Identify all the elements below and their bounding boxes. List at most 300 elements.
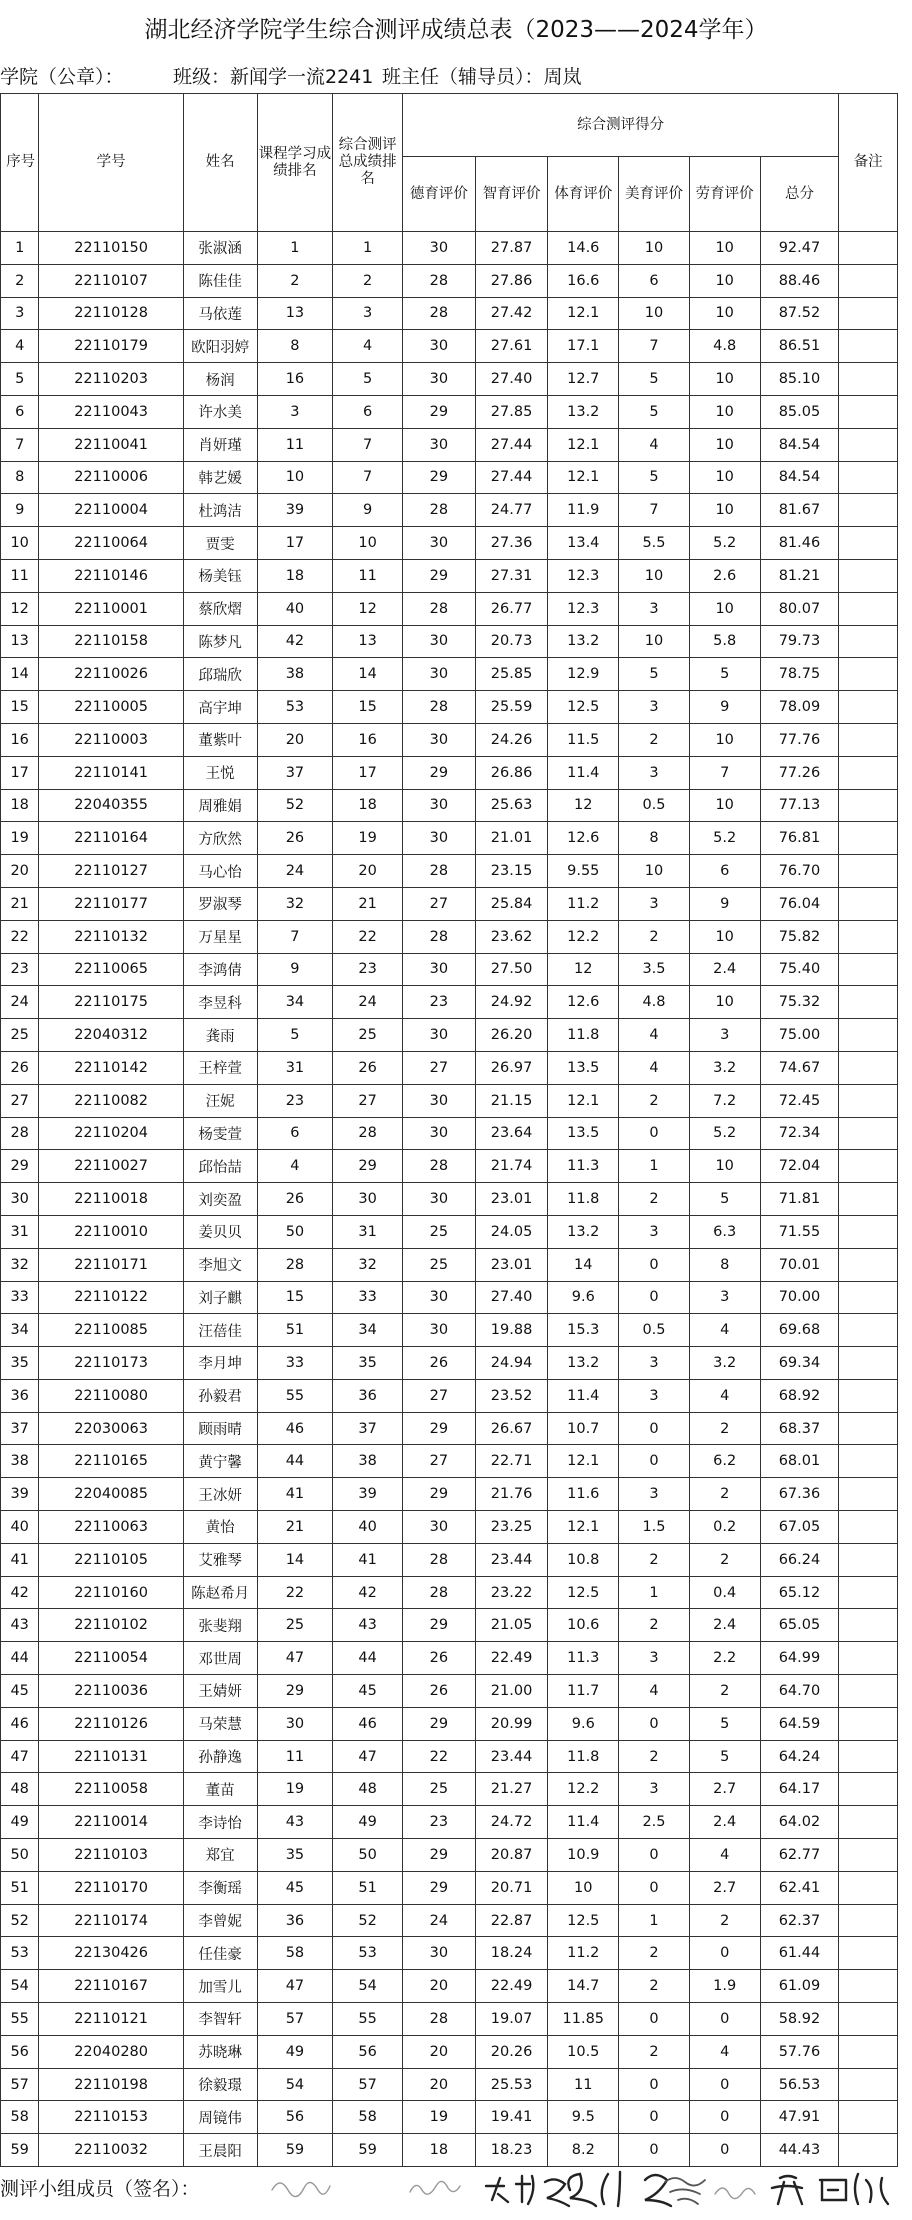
cell-moral: 30 [402,363,475,396]
cell-total: 64.70 [760,1675,839,1708]
cell-course-rank: 59 [257,2134,333,2167]
cell-student-id: 22110102 [39,1609,183,1642]
cell-name: 李衡瑶 [183,1871,257,1904]
cell-course-rank: 58 [257,1937,333,1970]
cell-intellectual: 20.71 [475,1871,548,1904]
cell-labor: 9 [689,887,760,920]
table-row [1,756,898,789]
cell-name: 方欣然 [183,822,257,855]
cell-intellectual: 21.74 [475,1150,548,1183]
cell-moral: 30 [402,1937,475,1970]
cell-remark [839,1675,898,1708]
cell-aesthetic: 2 [619,2035,690,2068]
cell-aesthetic: 2.5 [619,1806,690,1839]
cell-seq: 3 [1,297,39,330]
cell-seq: 31 [1,1215,39,1248]
cell-name: 刘子麒 [183,1281,257,1314]
cell-total: 76.04 [760,887,839,920]
cell-seq: 23 [1,953,39,986]
cell-intellectual: 23.01 [475,1183,548,1216]
cell-intellectual: 27.50 [475,953,548,986]
cell-course-rank: 7 [257,920,333,953]
table-row [1,1084,898,1117]
cell-total: 67.36 [760,1478,839,1511]
cell-aesthetic: 3 [619,1215,690,1248]
table-row [1,363,898,396]
cell-course-rank: 9 [257,953,333,986]
cell-name: 董紫叶 [183,723,257,756]
cell-intellectual: 24.26 [475,723,548,756]
cell-physical: 15.3 [548,1314,619,1347]
cell-total-rank: 22 [333,920,403,953]
cell-total: 65.12 [760,1576,839,1609]
cell-total: 68.37 [760,1412,839,1445]
cell-total-rank: 39 [333,1478,403,1511]
cell-labor: 5.8 [689,625,760,658]
cell-name: 马荣慧 [183,1707,257,1740]
cell-course-rank: 17 [257,527,333,560]
cell-total: 64.24 [760,1740,839,1773]
cell-seq: 14 [1,658,39,691]
cell-moral: 28 [402,494,475,527]
cell-aesthetic: 2 [619,920,690,953]
table-row [1,330,898,363]
table-row [1,1937,898,1970]
cell-course-rank: 45 [257,1871,333,1904]
cell-labor: 0.2 [689,1511,760,1544]
cell-labor: 0 [689,1937,760,1970]
cell-aesthetic: 7 [619,330,690,363]
cell-course-rank: 55 [257,1379,333,1412]
table-row [1,264,898,297]
cell-aesthetic: 0.5 [619,1314,690,1347]
cell-intellectual: 19.88 [475,1314,548,1347]
cell-total: 76.70 [760,855,839,888]
cell-physical: 12.1 [548,428,619,461]
cell-total-rank: 56 [333,2035,403,2068]
cell-aesthetic: 1.5 [619,1511,690,1544]
cell-student-id: 22110165 [39,1445,183,1478]
cell-course-rank: 44 [257,1445,333,1478]
cell-moral: 30 [402,1511,475,1544]
cell-aesthetic: 2 [619,1609,690,1642]
cell-total: 80.07 [760,592,839,625]
cell-moral: 27 [402,1445,475,1478]
cell-seq: 58 [1,2101,39,2134]
cell-course-rank: 49 [257,2035,333,2068]
cell-course-rank: 11 [257,428,333,461]
table-row [1,461,898,494]
cell-course-rank: 33 [257,1347,333,1380]
cell-remark [839,1740,898,1773]
cell-seq: 11 [1,559,39,592]
cell-seq: 2 [1,264,39,297]
cell-total-rank: 6 [333,395,403,428]
cell-aesthetic: 2 [619,1084,690,1117]
cell-physical: 13.4 [548,527,619,560]
header-total: 总分 [760,157,839,232]
table-row [1,1150,898,1183]
cell-total-rank: 33 [333,1281,403,1314]
cell-student-id: 22110105 [39,1543,183,1576]
cell-remark [839,297,898,330]
cell-total: 71.81 [760,1183,839,1216]
cell-total-rank: 55 [333,2003,403,2036]
cell-total-rank: 25 [333,1019,403,1052]
cell-aesthetic: 3 [619,592,690,625]
cell-remark [839,428,898,461]
cell-aesthetic: 2 [619,1740,690,1773]
cell-labor: 2.4 [689,1609,760,1642]
header-intellectual: 智育评价 [475,157,548,232]
cell-total-rank: 5 [333,363,403,396]
cell-total: 69.68 [760,1314,839,1347]
cell-intellectual: 21.00 [475,1675,548,1708]
cell-intellectual: 25.85 [475,658,548,691]
cell-course-rank: 28 [257,1248,333,1281]
cell-course-rank: 15 [257,1281,333,1314]
cell-seq: 28 [1,1117,39,1150]
cell-moral: 29 [402,395,475,428]
cell-intellectual: 27.44 [475,461,548,494]
cell-moral: 27 [402,1051,475,1084]
cell-aesthetic: 5 [619,461,690,494]
cell-name: 龚雨 [183,1019,257,1052]
cell-remark [839,953,898,986]
cell-student-id: 22110122 [39,1281,183,1314]
cell-labor: 0 [689,2134,760,2167]
cell-seq: 40 [1,1511,39,1544]
cell-remark [839,1183,898,1216]
header-course-rank: 课程学习成绩排名 [257,94,333,232]
cell-total: 88.46 [760,264,839,297]
cell-remark [839,2068,898,2101]
cell-labor: 5 [689,1707,760,1740]
cell-remark [839,494,898,527]
cell-labor: 2.2 [689,1642,760,1675]
cell-student-id: 22040280 [39,2035,183,2068]
cell-name: 李旭文 [183,1248,257,1281]
cell-name: 陈赵希月 [183,1576,257,1609]
cell-name: 艾雅琴 [183,1543,257,1576]
cell-remark [839,855,898,888]
cell-labor: 10 [689,232,760,265]
cell-physical: 14 [548,1248,619,1281]
cell-aesthetic: 0 [619,1871,690,1904]
cell-student-id: 22110026 [39,658,183,691]
cell-intellectual: 27.36 [475,527,548,560]
cell-student-id: 22040355 [39,789,183,822]
cell-total: 78.75 [760,658,839,691]
cell-physical: 11.85 [548,2003,619,2036]
cell-total: 57.76 [760,2035,839,2068]
cell-aesthetic: 0 [619,2134,690,2167]
cell-intellectual: 26.20 [475,1019,548,1052]
cell-course-rank: 53 [257,691,333,724]
table-row [1,1609,898,1642]
cell-course-rank: 31 [257,1051,333,1084]
cell-moral: 30 [402,625,475,658]
cell-course-rank: 50 [257,1215,333,1248]
cell-moral: 30 [402,232,475,265]
cell-labor: 2.4 [689,1806,760,1839]
cell-moral: 29 [402,1871,475,1904]
cell-student-id: 22110131 [39,1740,183,1773]
cell-name: 高宇坤 [183,691,257,724]
cell-remark [839,1904,898,1937]
cell-student-id: 22110177 [39,887,183,920]
cell-total-rank: 17 [333,756,403,789]
score-table-body [1,232,898,2167]
cell-seq: 53 [1,1937,39,1970]
cell-course-rank: 13 [257,297,333,330]
cell-student-id: 22110064 [39,527,183,560]
cell-remark [839,1281,898,1314]
cell-name: 郑宜 [183,1839,257,1872]
cell-intellectual: 26.86 [475,756,548,789]
cell-moral: 30 [402,953,475,986]
cell-total: 68.01 [760,1445,839,1478]
cell-aesthetic: 3 [619,1478,690,1511]
cell-labor: 8 [689,1248,760,1281]
cell-student-id: 22110063 [39,1511,183,1544]
cell-labor: 10 [689,1150,760,1183]
cell-remark [839,789,898,822]
cell-intellectual: 27.42 [475,297,548,330]
cell-moral: 29 [402,756,475,789]
cell-student-id: 22110146 [39,559,183,592]
cell-intellectual: 18.23 [475,2134,548,2167]
cell-physical: 11.7 [548,1675,619,1708]
cell-student-id: 22110004 [39,494,183,527]
cell-course-rank: 34 [257,986,333,1019]
cell-aesthetic: 6 [619,264,690,297]
cell-student-id: 22110082 [39,1084,183,1117]
cell-seq: 50 [1,1839,39,1872]
cell-total-rank: 7 [333,428,403,461]
cell-intellectual: 27.86 [475,264,548,297]
cell-name: 欧阳羽婷 [183,330,257,363]
cell-seq: 45 [1,1675,39,1708]
cell-labor: 1.9 [689,1970,760,2003]
cell-total-rank: 36 [333,1379,403,1412]
cell-seq: 25 [1,1019,39,1052]
cell-course-rank: 39 [257,494,333,527]
table-row [1,625,898,658]
footer [0,2160,898,2218]
cell-physical: 11.3 [548,1642,619,1675]
cell-seq: 33 [1,1281,39,1314]
cell-labor: 0 [689,2003,760,2036]
cell-seq: 59 [1,2134,39,2167]
cell-physical: 13.2 [548,1347,619,1380]
cell-course-rank: 1 [257,232,333,265]
cell-total-rank: 26 [333,1051,403,1084]
cell-remark [839,822,898,855]
cell-course-rank: 29 [257,1675,333,1708]
cell-student-id: 22110198 [39,2068,183,2101]
cell-total: 70.00 [760,1281,839,1314]
cell-seq: 47 [1,1740,39,1773]
header-student-id: 学号 [39,94,183,232]
table-row [1,1970,898,2003]
table-row [1,953,898,986]
cell-aesthetic: 0 [619,1412,690,1445]
cell-seq: 8 [1,461,39,494]
cell-name: 杨美钰 [183,559,257,592]
cell-seq: 4 [1,330,39,363]
cell-moral: 29 [402,1412,475,1445]
cell-moral: 28 [402,1576,475,1609]
table-row [1,1773,898,1806]
cell-physical: 13.5 [548,1051,619,1084]
cell-total: 84.54 [760,428,839,461]
cell-moral: 28 [402,1543,475,1576]
cell-seq: 21 [1,887,39,920]
cell-physical: 12.6 [548,986,619,1019]
cell-intellectual: 25.53 [475,2068,548,2101]
cell-moral: 29 [402,461,475,494]
cell-moral: 20 [402,2068,475,2101]
cell-moral: 29 [402,1478,475,1511]
table-row [1,1379,898,1412]
cell-remark [839,559,898,592]
cell-remark [839,1445,898,1478]
cell-seq: 54 [1,1970,39,2003]
cell-seq: 16 [1,723,39,756]
cell-total-rank: 34 [333,1314,403,1347]
cell-aesthetic: 3 [619,756,690,789]
cell-student-id: 22110203 [39,363,183,396]
cell-seq: 24 [1,986,39,1019]
cell-moral: 19 [402,2101,475,2134]
cell-name: 苏晓琳 [183,2035,257,2068]
cell-name: 杨雯萱 [183,1117,257,1150]
cell-physical: 13.2 [548,395,619,428]
cell-name: 周镜伟 [183,2101,257,2134]
table-row [1,1543,898,1576]
cell-total-rank: 38 [333,1445,403,1478]
cell-seq: 18 [1,789,39,822]
cell-student-id: 22110018 [39,1183,183,1216]
cell-physical: 10.8 [548,1543,619,1576]
cell-student-id: 22110032 [39,2134,183,2167]
cell-total-rank: 23 [333,953,403,986]
cell-total: 66.24 [760,1543,839,1576]
cell-intellectual: 23.01 [475,1248,548,1281]
cell-total-rank: 41 [333,1543,403,1576]
cell-course-rank: 8 [257,330,333,363]
cell-course-rank: 40 [257,592,333,625]
cell-moral: 29 [402,1839,475,1872]
cell-course-rank: 43 [257,1806,333,1839]
cell-total-rank: 42 [333,1576,403,1609]
cell-name: 陈佳佳 [183,264,257,297]
cell-student-id: 22110167 [39,1970,183,2003]
cell-moral: 26 [402,1347,475,1380]
cell-total: 81.46 [760,527,839,560]
cell-moral: 25 [402,1248,475,1281]
cell-seq: 7 [1,428,39,461]
cell-total: 65.05 [760,1609,839,1642]
cell-total: 71.55 [760,1215,839,1248]
cell-course-rank: 20 [257,723,333,756]
cell-seq: 43 [1,1609,39,1642]
cell-total-rank: 14 [333,658,403,691]
cell-student-id: 22110058 [39,1773,183,1806]
table-row [1,395,898,428]
cell-labor: 10 [689,363,760,396]
cell-physical: 11 [548,2068,619,2101]
cell-student-id: 22110080 [39,1379,183,1412]
cell-seq: 15 [1,691,39,724]
cell-student-id: 22110173 [39,1347,183,1380]
cell-labor: 3.2 [689,1051,760,1084]
cell-intellectual: 21.05 [475,1609,548,1642]
cell-name: 张斐翔 [183,1609,257,1642]
cell-course-rank: 30 [257,1707,333,1740]
cell-total-rank: 50 [333,1839,403,1872]
cell-seq: 22 [1,920,39,953]
cell-total: 44.43 [760,2134,839,2167]
cell-moral: 28 [402,691,475,724]
cell-total-rank: 24 [333,986,403,1019]
cell-name: 张淑涵 [183,232,257,265]
cell-name: 蔡欣熠 [183,592,257,625]
cell-course-rank: 38 [257,658,333,691]
cell-physical: 11.8 [548,1183,619,1216]
cell-name: 贾雯 [183,527,257,560]
cell-seq: 42 [1,1576,39,1609]
cell-moral: 28 [402,592,475,625]
counselor-label: 班主任（辅导员）：周岚 [382,66,582,88]
cell-labor: 10 [689,264,760,297]
cell-remark [839,232,898,265]
cell-remark [839,1839,898,1872]
cell-remark [839,1051,898,1084]
cell-physical: 10.5 [548,2035,619,2068]
cell-remark [839,1314,898,1347]
cell-total-rank: 1 [333,232,403,265]
cell-seq: 57 [1,2068,39,2101]
table-row [1,1642,898,1675]
cell-student-id: 22110204 [39,1117,183,1150]
cell-name: 黄宁馨 [183,1445,257,1478]
cell-course-rank: 32 [257,887,333,920]
cell-name: 邱怡喆 [183,1150,257,1183]
cell-total-rank: 19 [333,822,403,855]
table-row [1,1183,898,1216]
cell-physical: 11.9 [548,494,619,527]
cell-aesthetic: 2 [619,1937,690,1970]
cell-intellectual: 21.27 [475,1773,548,1806]
cell-moral: 29 [402,559,475,592]
cell-seq: 35 [1,1347,39,1380]
cell-intellectual: 23.15 [475,855,548,888]
cell-physical: 12.1 [548,1445,619,1478]
cell-intellectual: 20.26 [475,2035,548,2068]
cell-seq: 41 [1,1543,39,1576]
cell-aesthetic: 3 [619,887,690,920]
cell-labor: 10 [689,723,760,756]
cell-moral: 28 [402,264,475,297]
document-title: 湖北经济学院学生综合测评成绩总表（2023——2024学年） [144,17,768,43]
cell-course-rank: 37 [257,756,333,789]
cell-name: 韩艺媛 [183,461,257,494]
cell-student-id: 22110107 [39,264,183,297]
table-row [1,2068,898,2101]
cell-student-id: 22110121 [39,2003,183,2036]
